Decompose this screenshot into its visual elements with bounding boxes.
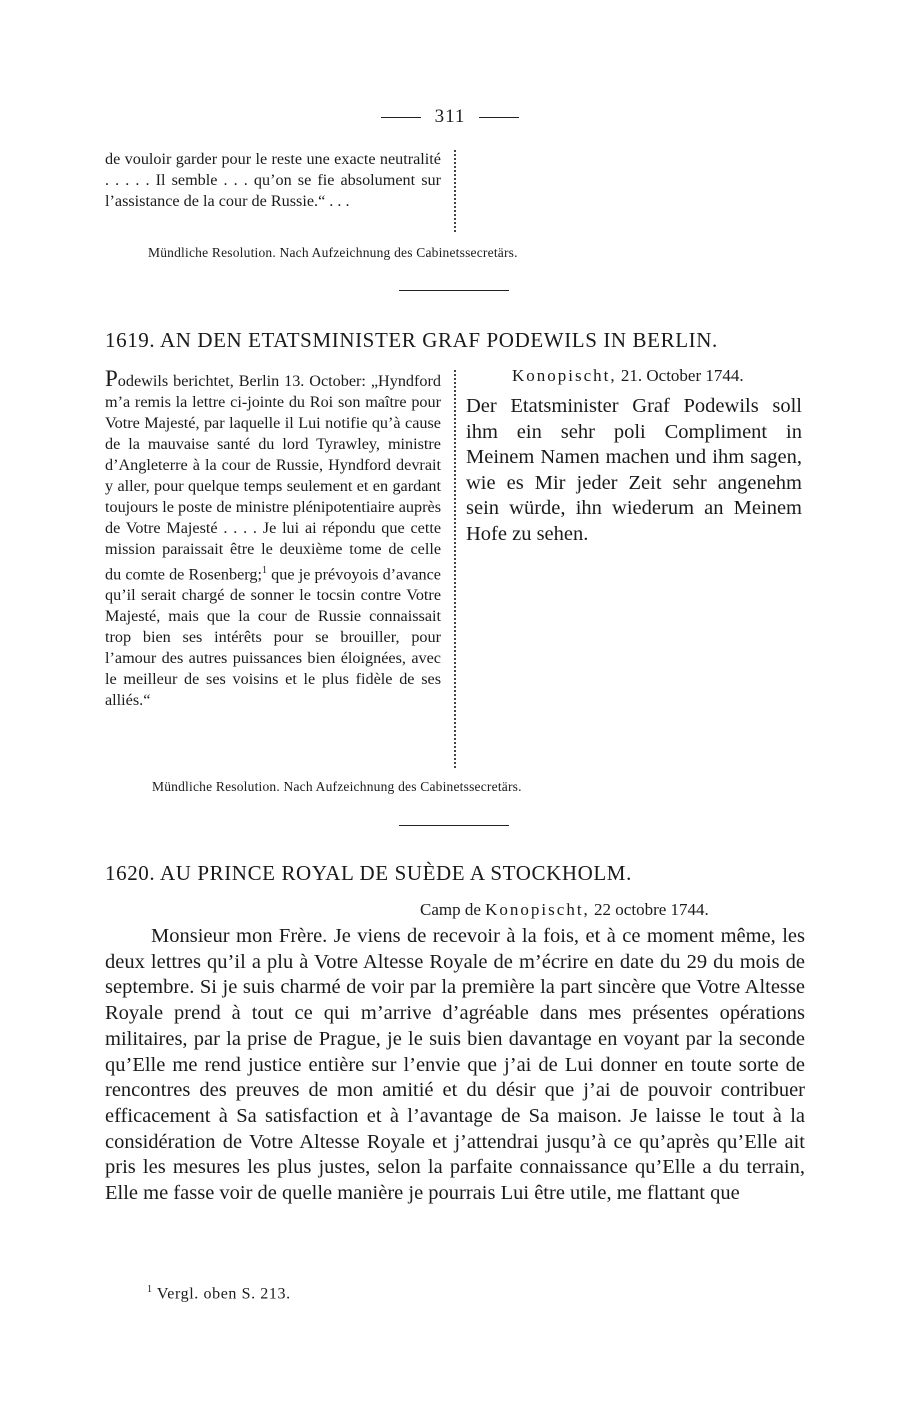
header-dash-left bbox=[381, 117, 421, 118]
doc-1619-report-text: odewils berichtet, Berlin 13. October: „Hyndford m’a remis la lettre ci-jointe du Roi son maître pour Votre Majesté, par laquelle il Lui notifie qu’à cause de la mauvaise santé du lord Tyrawley, ministre d’Angleterre à la cour de Russie, Hyndford devrait y aller, pour quelque temps seulement et en gardant toujours le poste de ministre plénipotentiaire auprès de Votre Majesté . . . . Je lui ai répondu que cette mission paraissait être le deuxième tome de celle du comte de Rosenberg; bbox=[105, 372, 441, 584]
doc-1620-letter bbox=[105, 924, 805, 1207]
doc-1619-resolution bbox=[466, 394, 802, 548]
doc-1619-title: 1619. AN DEN ETATSMINISTER GRAF PODEWILS IN BERLIN. bbox=[105, 328, 718, 352]
footnote-marker: 1 bbox=[147, 1284, 153, 1295]
dateline-date: 22 octobre 1744. bbox=[594, 900, 709, 919]
letter-body: Je viens de recevoir à la fois, et à ce moment même, les deux lettres qu’il a plu à Votre Altesse Royale de m’écrire en date du 29 du mois de septembre. Si je suis charmé de voir par la première la part sincère que Votre Altesse Royale prend à tout ce qui m’arrive d’agréable dans mes présentes opérations militaires, par la prise de Prague, je le suis bien davantage en voyant par la seconde qu’Elle me rend justice entière sur l’envie que j’ai de Lui donner en toute sorte de rencontres des preuves de mon amitié et du désir que j’ai de pouvoir contribuer efficacement à Sa satisfaction et à l’avantage de Sa maison. Je laisse le tout à la considération de Votre Altesse Royale et j’attendrai jusqu’à ce qu’après qu’Elle ait pris les mesures les plus justes, selon la parfaite connaissance qu’Elle a du terrain, Elle me fasse voir de quelle manière je pourrais Lui être utile, me flattant que bbox=[105, 925, 805, 1205]
doc-1620-title: 1620. AU PRINCE ROYAL DE SUÈDE A STOCKHOLM. bbox=[105, 861, 632, 885]
dateline-place: Konopischt, bbox=[485, 900, 590, 919]
dateline-date: 21. October 1744. bbox=[620, 366, 744, 385]
resolution-note-1619: Mündliche Resolution. Nach Aufzeichnung des Cabinetssecretärs. bbox=[152, 779, 522, 794]
salutation: Monsieur mon Frère. bbox=[151, 925, 328, 947]
footnote bbox=[147, 1284, 291, 1303]
continued-quote bbox=[105, 149, 441, 212]
dateline-place: Konopischt, bbox=[512, 366, 617, 385]
continued-quote-text: de vouloir garder pour le reste une exacte neutralité . . . . . Il semble . . . qu’on se fie absolument sur l’assistance de la cour de Russie.“ . . . bbox=[105, 150, 441, 210]
doc-1619-report-text-cont: que je prévoyois d’avance qu’il serait chargé de sonner le tocsin contre Votre Majesté, mais que la cour de Russie connaissait trop bien ses intérêts pour se brouiller, pour l’amour des autres puissances bien éloignées, avec le meilleur de ses voisins et le plus fidèle de ses alliés.“ bbox=[105, 565, 441, 710]
doc-1620-dateline bbox=[420, 900, 709, 920]
section-separator-2 bbox=[399, 825, 509, 826]
drop-initial: P bbox=[105, 366, 118, 391]
resolution-note-top: Mündliche Resolution. Nach Aufzeichnung des Cabinetssecretärs. bbox=[148, 245, 518, 260]
page-header bbox=[0, 106, 900, 128]
doc-1619-report bbox=[105, 368, 441, 711]
column-divider-1619 bbox=[454, 370, 456, 768]
section-separator-1 bbox=[399, 290, 509, 291]
footnote-ref[interactable]: 1 bbox=[261, 565, 267, 576]
page-number: 311 bbox=[434, 106, 466, 127]
header-dash-right bbox=[479, 117, 519, 118]
column-divider-top bbox=[454, 150, 456, 232]
doc-1619-resolution-text: Der Etatsminister Graf Podewils soll ihm ein sehr poli Compliment in Meinem Namen machen und ihm sagen, wie es Mir jeder Zeit sehr angenehm sein würde, ihn wiederum an Meinem Hofe zu sehen. bbox=[466, 395, 802, 545]
doc-1619-dateline bbox=[512, 366, 744, 386]
dateline-prefix: Camp de bbox=[420, 900, 481, 919]
footnote-text: Vergl. oben S. 213. bbox=[156, 1285, 291, 1303]
